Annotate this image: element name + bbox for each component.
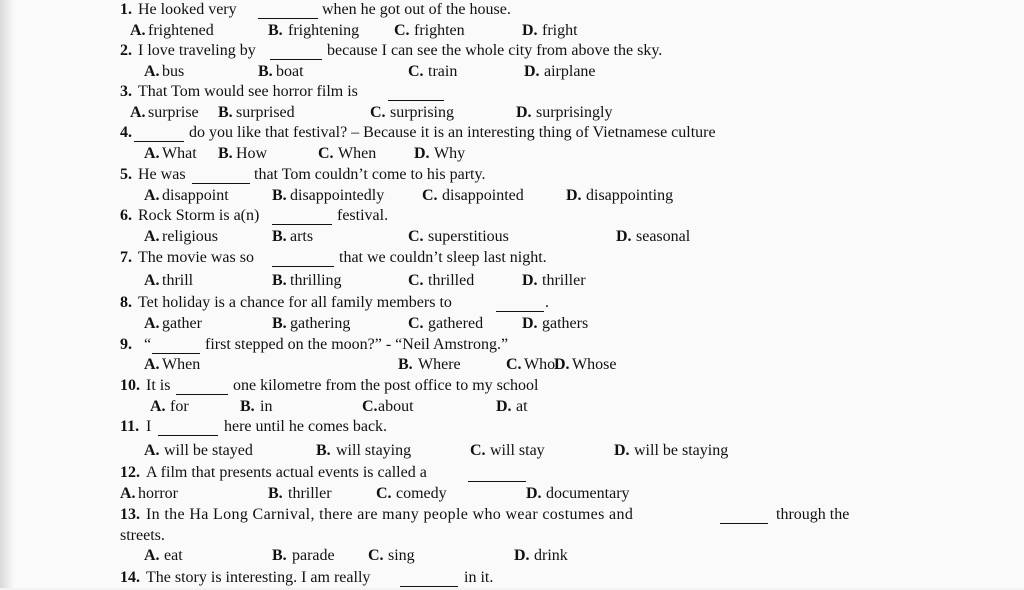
- question-text-after: through the: [776, 506, 850, 523]
- option-text: disappoint: [162, 187, 229, 204]
- question-text-continued: streets.: [120, 527, 165, 544]
- answer-blank[interactable]: [158, 421, 218, 436]
- option-text: frighten: [414, 22, 465, 39]
- option-text: seasonal: [636, 228, 691, 245]
- option-text: gathering: [290, 315, 351, 332]
- option-letter: D.: [524, 63, 540, 80]
- option-letter: C.: [470, 442, 486, 459]
- option-letter: A.: [144, 272, 160, 289]
- option-letter: C.: [376, 485, 392, 502]
- option-letter: A.: [144, 228, 160, 245]
- question-2: [0, 41, 1024, 63]
- option-letter: C.: [422, 187, 438, 204]
- option-text: will staying: [336, 442, 412, 459]
- option-letter: D.: [514, 547, 530, 564]
- option-text: thriller: [288, 485, 332, 502]
- option-text: in: [260, 398, 273, 415]
- option-text: airplane: [544, 63, 596, 80]
- option-letter: D.: [526, 485, 542, 502]
- question-number: 5.: [120, 166, 132, 183]
- options-11: [0, 441, 1024, 463]
- option-letter: B.: [218, 145, 233, 162]
- question-4: [0, 123, 1024, 145]
- question-text-after: that we couldn’t sleep last night.: [339, 249, 547, 266]
- options-12: [0, 484, 1024, 506]
- question-number: 14.: [120, 569, 140, 586]
- option-text: disappointed: [442, 187, 524, 204]
- option-text: Where: [418, 356, 461, 373]
- option-letter: C.: [368, 547, 384, 564]
- option-text: disappointing: [586, 187, 674, 204]
- option-letter: A.: [130, 104, 146, 121]
- option-letter: A.: [130, 22, 146, 39]
- option-text: will be staying: [634, 442, 729, 459]
- option-letter: D.: [566, 187, 582, 204]
- question-6: [0, 206, 1024, 228]
- option-letter: C.: [408, 315, 424, 332]
- question-13: [0, 505, 1024, 527]
- question-text-after: here until he comes back.: [224, 418, 388, 435]
- options-4: [0, 144, 1024, 166]
- option-text: will be stayed: [164, 442, 253, 459]
- question-11: [0, 417, 1024, 439]
- question-text-before: It is: [146, 377, 171, 394]
- option-text: comedy: [396, 485, 447, 502]
- option-letter: B.: [272, 315, 287, 332]
- question-3: [0, 82, 1024, 104]
- question-9: [0, 335, 1024, 357]
- question-text-after: in it.: [464, 569, 494, 586]
- option-text: fright: [542, 22, 578, 39]
- option-text: surprised: [236, 104, 295, 121]
- option-text: train: [428, 63, 458, 80]
- answer-blank[interactable]: [496, 297, 544, 312]
- option-text: for: [170, 398, 189, 415]
- option-letter: C.: [370, 104, 386, 121]
- options-2: [0, 62, 1024, 84]
- option-letter: B.: [316, 442, 331, 459]
- option-letter: A.: [144, 63, 160, 80]
- option-letter: B.: [240, 398, 255, 415]
- answer-blank[interactable]: [258, 4, 318, 19]
- option-text: arts: [290, 228, 314, 245]
- answer-blank[interactable]: [272, 252, 334, 267]
- option-letter: B.: [272, 272, 287, 289]
- answer-blank[interactable]: [400, 572, 458, 587]
- option-letter: C.: [362, 398, 378, 415]
- option-text: boat: [276, 63, 304, 80]
- question-number: 13.: [120, 506, 140, 523]
- question-text-before: He looked very: [138, 1, 237, 18]
- question-number: 3.: [120, 83, 132, 100]
- option-text: Whose: [572, 356, 617, 373]
- option-text: religious: [162, 228, 218, 245]
- answer-blank[interactable]: [388, 86, 444, 101]
- question-number: 11.: [120, 418, 140, 435]
- options-6: [0, 227, 1024, 249]
- answer-blank[interactable]: [720, 509, 768, 524]
- option-letter: B.: [268, 22, 283, 39]
- option-letter: C.: [408, 228, 424, 245]
- question-text-before: Rock Storm is a(n): [138, 207, 260, 224]
- question-number: 8.: [120, 294, 132, 311]
- option-text: documentary: [546, 485, 630, 502]
- question-text-before: In the Ha Long Carnival, there are many people who wear costumes and: [146, 506, 634, 523]
- option-text: How: [236, 145, 268, 162]
- option-text: drink: [534, 547, 568, 564]
- question-text-after: one kilometre from the post office to my school: [233, 377, 539, 394]
- option-text: at: [516, 398, 528, 415]
- question-7: [0, 248, 1024, 270]
- question-13-continued: [0, 526, 1024, 548]
- option-letter: C.: [394, 22, 410, 39]
- option-letter: D.: [554, 356, 570, 373]
- question-text-before: “: [144, 336, 152, 353]
- answer-blank[interactable]: [270, 45, 322, 60]
- question-number: 4.: [120, 124, 132, 141]
- option-text: What: [162, 145, 197, 162]
- question-number: 9.: [120, 336, 132, 353]
- option-letter: C.: [408, 272, 424, 289]
- answer-blank[interactable]: [176, 380, 228, 395]
- question-10: [0, 376, 1024, 398]
- option-text: parade: [292, 547, 335, 564]
- option-letter: A.: [144, 145, 160, 162]
- option-letter: D.: [522, 315, 538, 332]
- option-text: thrilled: [428, 272, 475, 289]
- option-text: gathers: [542, 315, 589, 332]
- question-8: [0, 293, 1024, 315]
- options-7: [0, 271, 1024, 293]
- option-text: horror: [138, 485, 178, 502]
- option-letter: D.: [614, 442, 630, 459]
- option-letter: B.: [398, 356, 413, 373]
- option-letter: B.: [218, 104, 233, 121]
- option-text: frightened: [148, 22, 214, 39]
- question-number: 10.: [120, 377, 140, 394]
- option-text: When: [162, 356, 201, 373]
- question-12: [0, 463, 1024, 485]
- option-letter: B.: [268, 485, 283, 502]
- answer-blank[interactable]: [192, 169, 250, 184]
- option-text: thrill: [162, 272, 194, 289]
- options-8: [0, 314, 1024, 336]
- answer-blank[interactable]: [468, 467, 526, 482]
- option-text: gather: [162, 315, 202, 332]
- option-text: surprising: [390, 104, 454, 121]
- question-number: 6.: [120, 207, 132, 224]
- question-5: [0, 165, 1024, 187]
- question-text-before: A film that presents actual events is called a: [146, 464, 427, 481]
- options-9: [0, 355, 1024, 377]
- option-letter: D.: [522, 22, 538, 39]
- answer-blank[interactable]: [152, 339, 200, 354]
- question-text-after: first stepped on the moon?” - “Neil Amstrong.”: [205, 336, 509, 353]
- options-13: [0, 546, 1024, 568]
- option-letter: D.: [414, 145, 430, 162]
- option-text: bus: [162, 63, 185, 80]
- question-number: 7.: [120, 249, 132, 266]
- option-letter: B.: [272, 228, 287, 245]
- question-text-after: when he got out of the house.: [322, 1, 511, 18]
- question-text-before: That Tom would see horror film is: [138, 83, 358, 100]
- option-letter: D.: [616, 228, 632, 245]
- option-text: surprisingly: [536, 104, 613, 121]
- options-5: [0, 186, 1024, 208]
- question-text-after: because I can see the whole city from above the sky.: [327, 42, 663, 59]
- question-text-before: He was: [138, 166, 186, 183]
- question-text-before: The story is interesting. I am really: [146, 569, 371, 586]
- question-number: 2.: [120, 42, 132, 59]
- option-text: thriller: [542, 272, 586, 289]
- option-letter: A.: [120, 485, 136, 502]
- option-text: eat: [164, 547, 183, 564]
- answer-blank[interactable]: [272, 210, 332, 225]
- question-text-before: I love traveling by: [138, 42, 256, 59]
- option-text: surprise: [148, 104, 199, 121]
- option-letter: C.: [318, 145, 334, 162]
- question-text-after: do you like that festival? – Because it is an interesting thing of Vietnamese culture: [189, 124, 716, 141]
- answer-blank[interactable]: [134, 127, 184, 142]
- option-text: When: [338, 145, 377, 162]
- option-letter: C.: [408, 63, 424, 80]
- option-letter: A.: [144, 356, 160, 373]
- question-text-after: festival.: [337, 207, 389, 224]
- question-1: [0, 0, 1024, 22]
- question-text-after: .: [545, 294, 549, 311]
- option-letter: D.: [516, 104, 532, 121]
- option-letter: D.: [496, 398, 512, 415]
- option-text: gathered: [428, 315, 484, 332]
- question-text-before: Tet holiday is a chance for all family members to: [138, 294, 452, 311]
- option-letter: A.: [144, 187, 160, 204]
- question-14: [0, 568, 1024, 590]
- question-text-before: I: [146, 418, 152, 435]
- option-text: sing: [388, 547, 415, 564]
- option-text: superstitious: [428, 228, 509, 245]
- option-text: will stay: [490, 442, 545, 459]
- option-letter: B.: [272, 547, 287, 564]
- option-letter: C.: [506, 356, 522, 373]
- option-letter: B.: [272, 187, 287, 204]
- option-text: about: [378, 398, 414, 415]
- options-1: [0, 21, 1024, 43]
- option-letter: A.: [144, 547, 160, 564]
- option-text: disappointedly: [290, 187, 385, 204]
- option-letter: B.: [258, 63, 273, 80]
- options-3: [0, 103, 1024, 125]
- option-text: thrilling: [290, 272, 342, 289]
- question-number: 1.: [120, 1, 132, 18]
- question-text-before: The movie was so: [138, 249, 254, 266]
- option-letter: D.: [522, 272, 538, 289]
- options-10: [0, 397, 1024, 419]
- option-text: Why: [434, 145, 466, 162]
- option-letter: A.: [144, 442, 160, 459]
- question-text-after: that Tom couldn’t come to his party.: [254, 166, 486, 183]
- option-letter: A.: [150, 398, 166, 415]
- option-text: Who: [524, 356, 556, 373]
- option-letter: A.: [144, 315, 160, 332]
- question-number: 12.: [120, 464, 140, 481]
- option-text: frightening: [288, 22, 360, 39]
